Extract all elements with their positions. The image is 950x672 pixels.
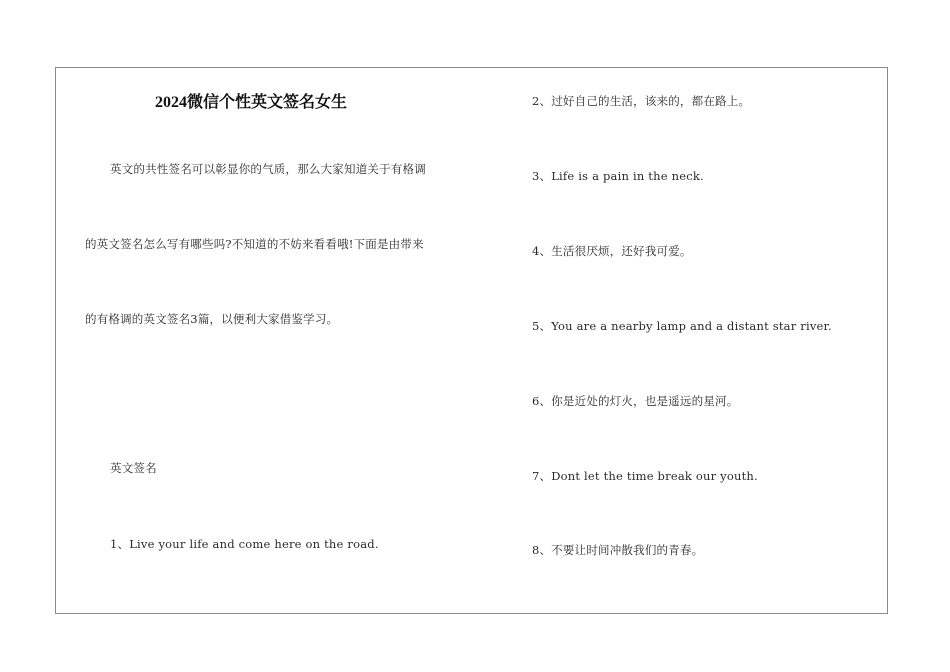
signature-item-3: 3、Life is a pain in the neck. — [532, 169, 704, 183]
intro-line-2: 的英文签名怎么写有哪些吗?不知道的不妨来看看哦!下面是由带来 — [85, 237, 424, 251]
page-border — [55, 67, 888, 614]
intro-line-1: 英文的共性签名可以彰显你的气质，那么大家知道关于有格调 — [110, 162, 426, 176]
document-title: 2024微信个性英文签名女生 — [155, 94, 348, 111]
section-heading: 英文签名 — [110, 461, 157, 475]
signature-item-4: 4、生活很厌烦，还好我可爱。 — [532, 244, 692, 258]
signature-item-7: 7、Dont let the time break our youth. — [532, 469, 758, 483]
signature-item-6: 6、你是近处的灯火，也是遥远的星河。 — [532, 394, 739, 408]
signature-item-1: 1、Live your life and come here on the road. — [110, 537, 379, 551]
signature-item-8: 8、不要让时间冲散我们的青春。 — [532, 543, 704, 557]
intro-line-3: 的有格调的英文签名3篇，以便利大家借鉴学习。 — [85, 312, 339, 326]
signature-item-2: 2、过好自己的生活，该来的，都在路上。 — [532, 94, 751, 108]
signature-item-5: 5、You are a nearby lamp and a distant star river. — [532, 319, 832, 333]
